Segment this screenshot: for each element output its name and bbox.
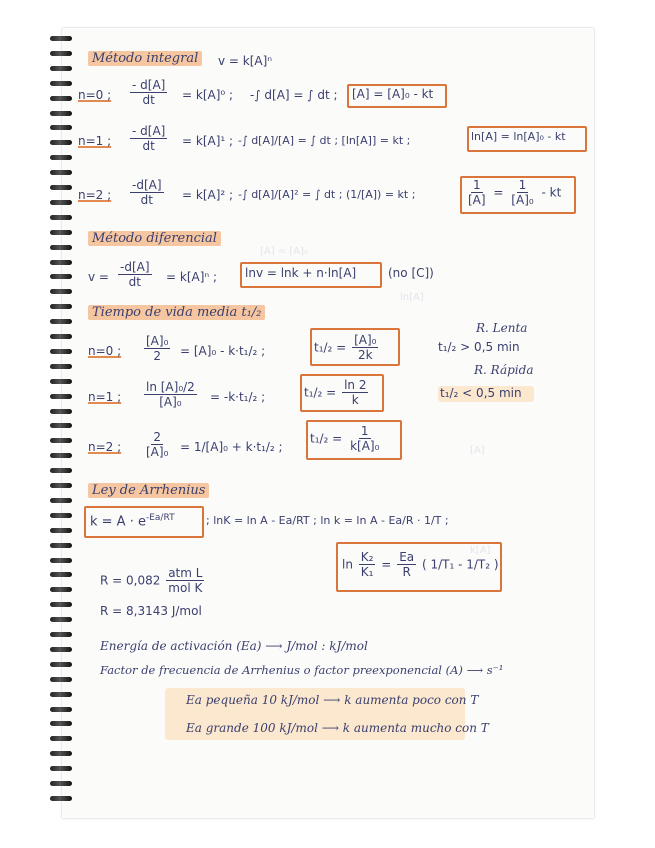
order-label: n=2 ; (78, 188, 112, 202)
spiral-coil (50, 304, 72, 309)
spiral-coil (50, 617, 72, 622)
order-label: n=0 ; (88, 344, 122, 358)
spiral-coil (50, 766, 72, 771)
order-label: n=1 ; (78, 134, 112, 148)
rate-fraction: $\frac{- d[A]}{dt}$ (132, 78, 166, 108)
result-zero-order: [A] = [A]₀ - kt (352, 87, 434, 101)
reaccion-rapida-label: R. Rápida (474, 363, 534, 377)
spiral-coil (50, 185, 72, 190)
gas-constant-joule: R = 8,3143 J/mol (100, 604, 202, 618)
rate-fraction: $\frac{-d[A]}{dt}$ (132, 178, 162, 208)
reaccion-lenta-label: R. Lenta (476, 321, 528, 335)
spiral-coil (50, 587, 72, 592)
spiral-coil (50, 721, 72, 726)
half-life-second-order: t₁/₂ = $\frac{1}{\text{k[A]₀}}$ (310, 424, 380, 454)
spiral-coil (50, 215, 72, 220)
differential-result: lnv = lnk + n·ln[A] (245, 266, 357, 280)
half-life-rest: = 1/[A]₀ + k·t₁/₂ ; (180, 440, 283, 454)
spiral-coil (50, 468, 72, 473)
spiral-coil (50, 170, 72, 175)
bleed-through: ln[A] (400, 292, 424, 303)
spiral-coil (50, 36, 72, 41)
bleed-through: k[A] (470, 545, 491, 556)
spiral-coil (50, 66, 72, 71)
spiral-coil (50, 453, 72, 458)
integral-expression: -∫ d[A] = ∫ dt ; (250, 88, 338, 102)
spiral-coil (50, 558, 72, 563)
result-first-order: ln[A] = ln[A]₀ - kt (471, 130, 566, 143)
heading-metodo-diferencial: Método diferencial (88, 232, 221, 247)
spiral-coil (50, 51, 72, 56)
spiral-coil (50, 498, 72, 503)
spiral-coil (50, 543, 72, 548)
spiral-coil (50, 319, 72, 324)
spiral-coil (50, 438, 72, 443)
spiral-coil (50, 513, 72, 518)
spiral-coil (50, 125, 72, 130)
spiral-coil (50, 707, 72, 712)
differential-fraction: $\frac{-d[A]}{dt}$ (120, 260, 150, 290)
spiral-coil (50, 662, 72, 667)
spiral-coil (50, 364, 72, 369)
spiral-coil (50, 677, 72, 682)
half-life-fraction: $\frac{\text{[A]₀}}{2}$ (146, 334, 169, 364)
spiral-coil (50, 409, 72, 414)
spiral-coil (50, 200, 72, 205)
spiral-coil (50, 379, 72, 384)
spiral-coil (50, 483, 72, 488)
spiral-coil (50, 692, 72, 697)
half-life-zero-order: t₁/₂ = $\frac{\text{[A]₀}}{2k}$ (314, 333, 377, 363)
spiral-coil (50, 245, 72, 250)
heading-vida-media: Tiempo de vida media t₁/₂ (88, 306, 265, 321)
reaccion-rapida-value: t₁/₂ < 0,5 min (440, 386, 522, 400)
note-ea-grande: Ea grande 100 kJ/mol ⟶ k aumenta mucho con T (186, 721, 489, 735)
spiral-coil (50, 96, 72, 101)
spiral-coil (50, 796, 72, 801)
order-label: n=0 ; (78, 88, 112, 102)
spiral-coil (50, 274, 72, 279)
spiral-coil (50, 81, 72, 86)
rate-law: v = k[A]ⁿ (218, 54, 273, 68)
heading-metodo-integral: Método integral (88, 52, 202, 67)
bleed-through: [A] = [A]₀ (260, 246, 309, 257)
half-life-first-order: t₁/₂ = $\frac{\ln 2}{k}$ (304, 378, 367, 408)
differential-prefix: v = (88, 270, 109, 284)
spiral-coil (50, 334, 72, 339)
bleed-through: [A] (470, 445, 485, 456)
rate-rhs: = k[A]¹ ; (182, 134, 234, 148)
spiral-coil (50, 781, 72, 786)
spiral-coil (50, 260, 72, 265)
spiral-coil (50, 632, 72, 637)
differential-note: (no [C]) (388, 266, 434, 280)
spiral-coil (50, 528, 72, 533)
spiral-coil (50, 736, 72, 741)
half-life-fraction: $\frac{\text{ln [A]₀/2}}{\text{[A]₀}}$ (146, 380, 195, 410)
spiral-coil (50, 572, 72, 577)
half-life-fraction: $\frac{2}{\text{[A]₀}}$ (146, 430, 169, 460)
integral-expression: -∫ d[A]/[A] = ∫ dt ; [ln[A]] = kt ; (238, 134, 411, 147)
spiral-binding (50, 36, 72, 811)
gas-constant-atm: R = 0,082 $\frac{\text{atm L}}{\text{mol K}}$ (100, 566, 203, 596)
half-life-rest: = [A]₀ - k·t₁/₂ ; (180, 344, 266, 358)
spiral-coil (50, 602, 72, 607)
spiral-coil (50, 394, 72, 399)
note-ea-pequena: Ea pequeña 10 kJ/mol ⟶ k aumenta poco con T (186, 693, 479, 707)
spiral-coil (50, 423, 72, 428)
arrhenius-log-form: ; lnK = ln A - Ea/RT ; ln k = ln A - Ea/R · 1/T ; (206, 514, 449, 527)
arrhenius-equation: $k = A \cdot e^{-Ea/RT}$ (90, 513, 175, 530)
spiral-coil (50, 349, 72, 354)
note-energia-activacion: Energía de activación (Ea) ⟶ J/mol : kJ/mol (100, 639, 368, 653)
spiral-coil (50, 111, 72, 116)
rate-fraction: $\frac{- d[A]}{dt}$ (132, 124, 166, 154)
spiral-coil (50, 289, 72, 294)
differential-rhs: = k[A]ⁿ ; (166, 270, 218, 284)
heading-arrhenius: Ley de Arrhenius (88, 484, 209, 499)
half-life-rest: = -k·t₁/₂ ; (210, 390, 266, 404)
note-factor-frecuencia: Factor de frecuencia de Arrhenius o factor preexponencial (A) ⟶ s⁻¹ (100, 663, 504, 677)
spiral-coil (50, 647, 72, 652)
spiral-coil (50, 140, 72, 145)
order-label: n=2 ; (88, 440, 122, 454)
rate-rhs: = k[A]⁰ ; (182, 88, 234, 102)
result-second-order: $\frac{1}{[A]}$ = $\frac{1}{\text{[A]₀}}$ - kt (468, 178, 562, 208)
spiral-coil (50, 155, 72, 160)
spiral-coil (50, 230, 72, 235)
order-label: n=1 ; (88, 390, 122, 404)
arrhenius-two-temperatures: ln $\frac{\text{K₂}}{\text{K₁}}$ = $\frac{Ea}{R}$ ( 1/T₁ - 1/T₂ ) (342, 550, 499, 580)
rate-rhs: = k[A]² ; (182, 188, 234, 202)
integral-expression: -∫ d[A]/[A]² = ∫ dt ; (1/[A]) = kt ; (238, 188, 416, 201)
reaccion-lenta-value: t₁/₂ > 0,5 min (438, 340, 520, 354)
spiral-coil (50, 751, 72, 756)
